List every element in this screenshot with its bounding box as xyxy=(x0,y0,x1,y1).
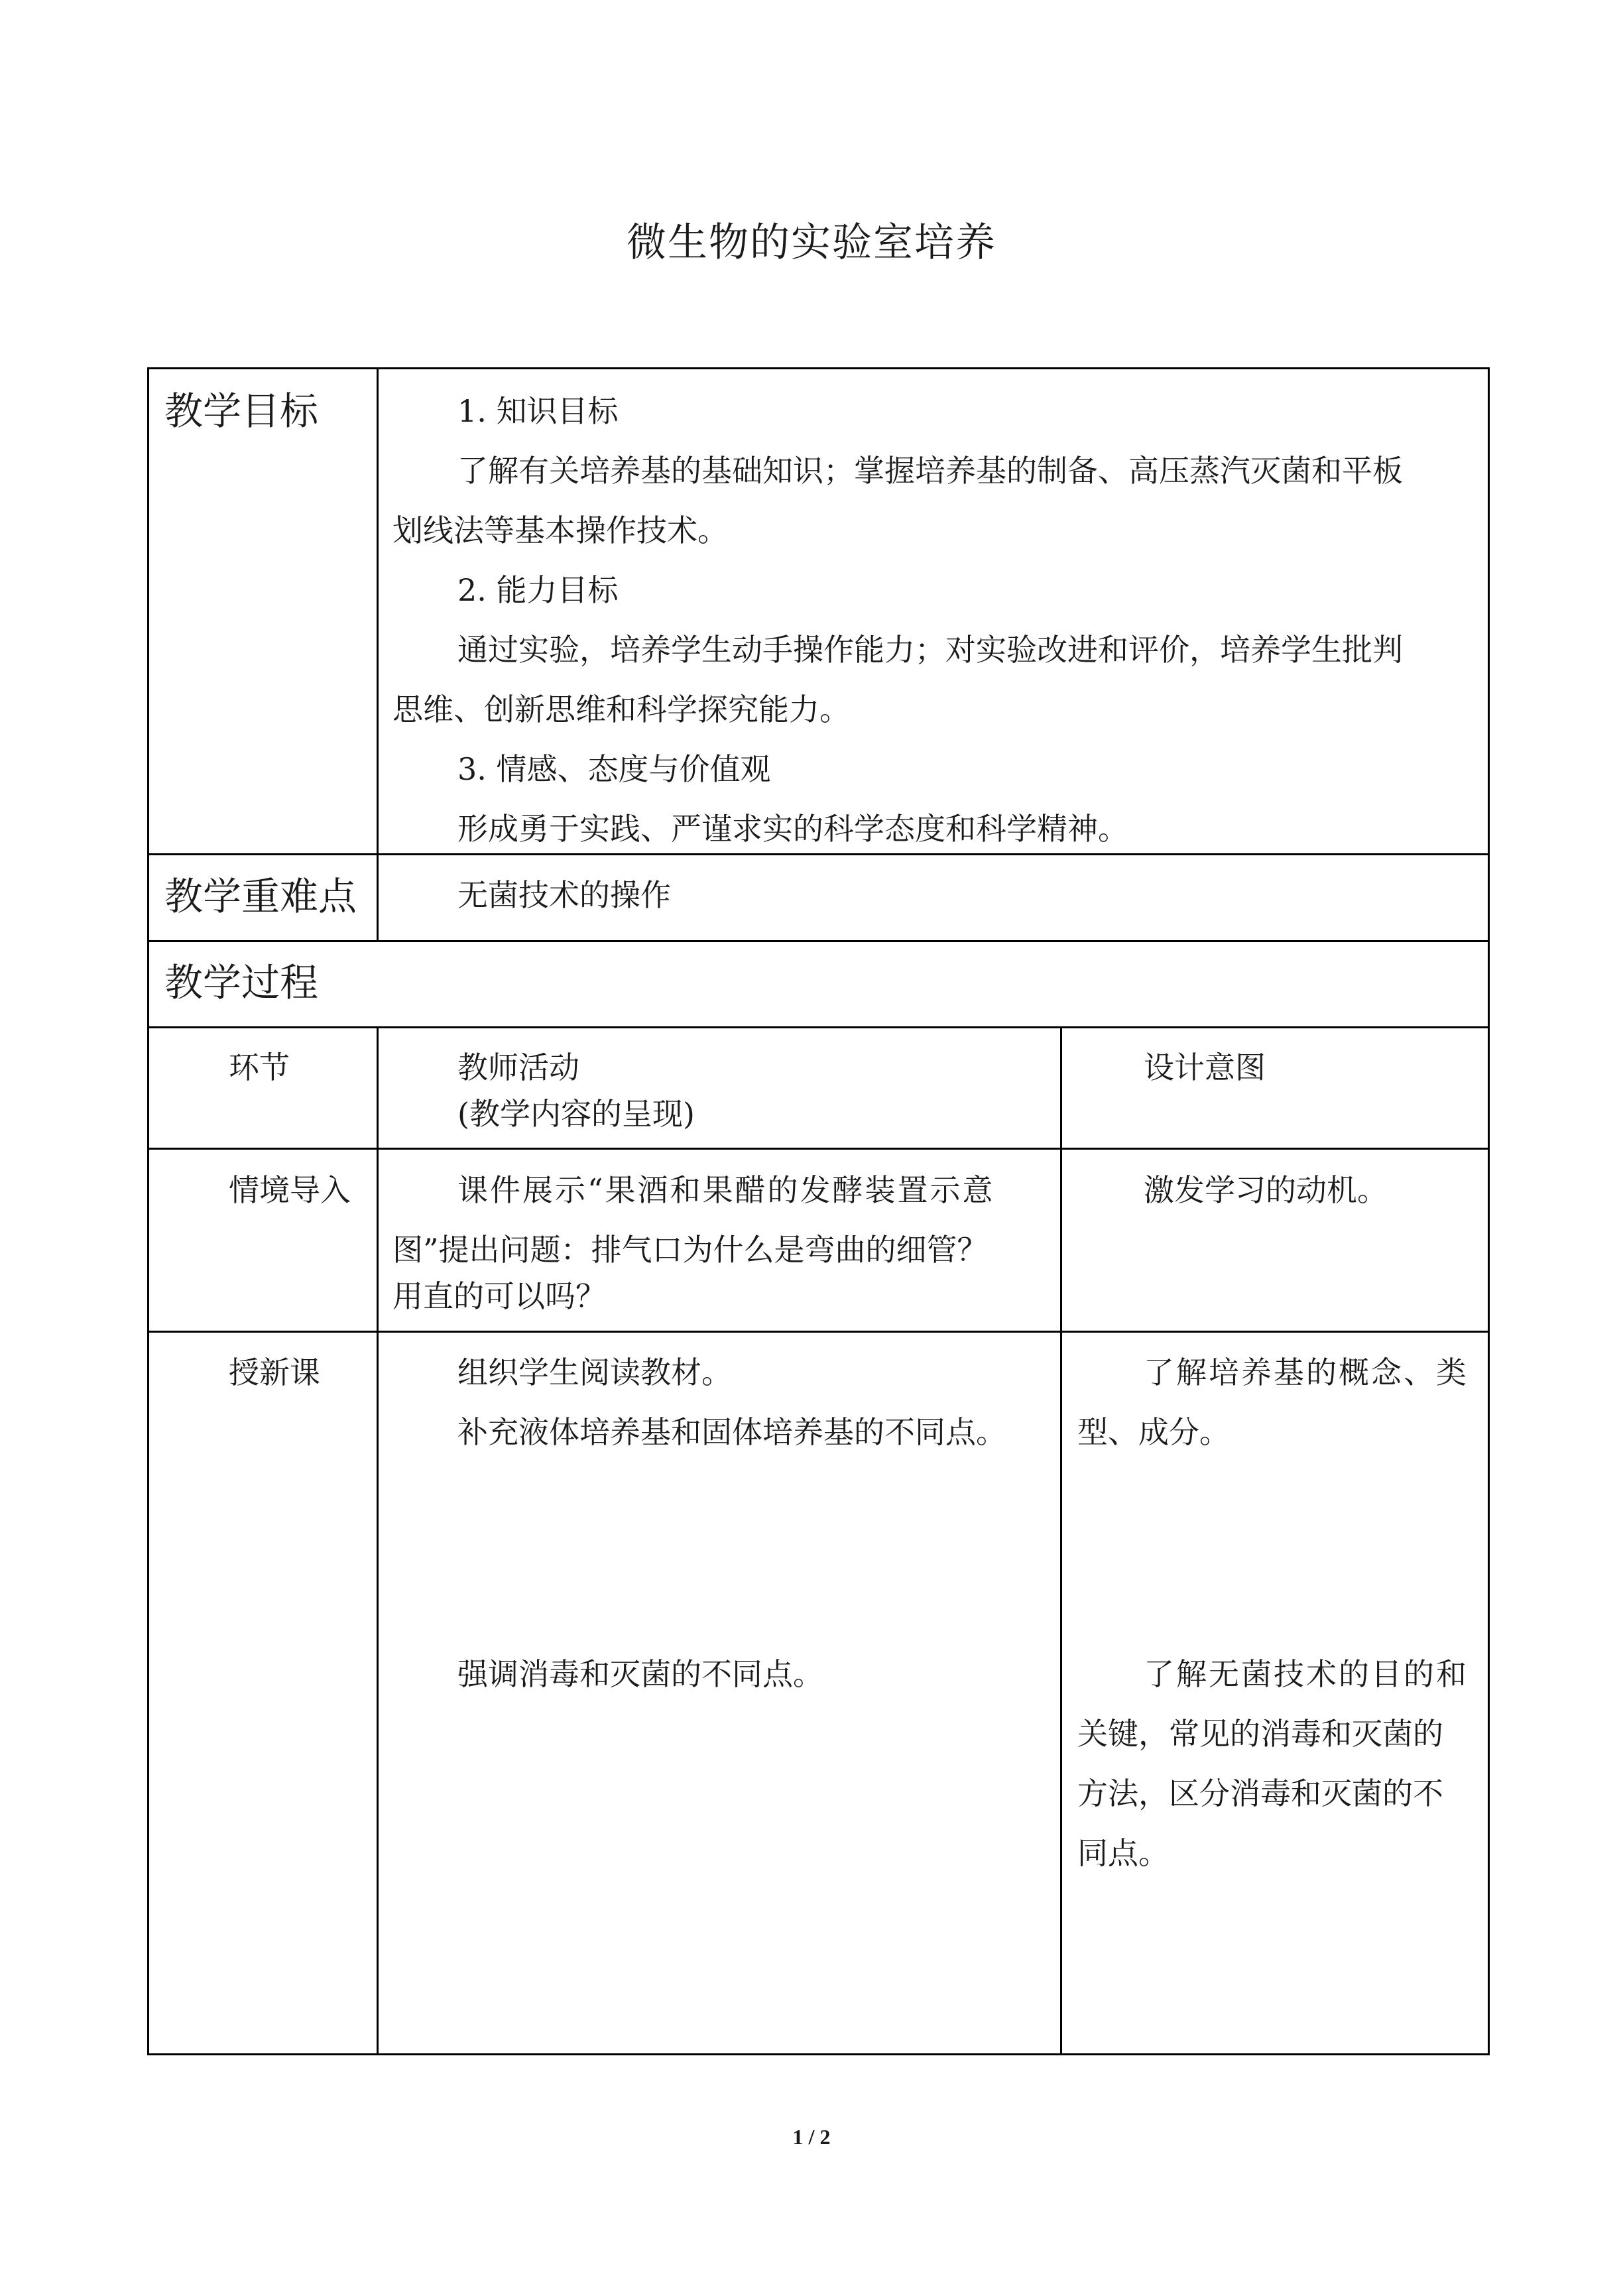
goal-line: 通过实验，培养学生动手操作能力；对实验改进和评价，培养学生批判 xyxy=(457,632,1403,668)
row-divider xyxy=(147,1331,1490,1333)
design-intent: 关键，常见的消毒和灭菌的 xyxy=(1077,1716,1443,1752)
teacher-activity: 课件展示“果酒和果醋的发酵装置示意 xyxy=(457,1172,995,1208)
col-divider-1 xyxy=(377,1026,379,2055)
goal-line: 形成勇于实践、严谨求实的科学态度和科学精神。 xyxy=(457,811,1128,847)
teacher-activity: 组织学生阅读教材。 xyxy=(457,1355,732,1390)
page-title: 微生物的实验室培养 xyxy=(627,219,996,266)
col-divider-2 xyxy=(1060,1026,1062,2055)
header-teacher: 教师活动 xyxy=(457,1050,579,1085)
stage-intro: 情境导入 xyxy=(229,1172,351,1208)
goal-line: 了解有关培养基的基础知识；掌握培养基的制备、高压蒸汽灭菌和平板 xyxy=(457,453,1403,489)
goal-line: 1. 知识目标 xyxy=(457,393,619,429)
header-stage: 环节 xyxy=(229,1050,290,1085)
teacher-activity: 强调消毒和灭菌的不同点。 xyxy=(457,1656,823,1692)
design-intent: 了解培养基的概念、类 xyxy=(1144,1355,1469,1390)
row-divider xyxy=(147,1148,1490,1150)
design-intent: 方法，区分消毒和灭菌的不 xyxy=(1077,1776,1443,1811)
goal-line: 3. 情感、态度与价值观 xyxy=(457,751,771,787)
teacher-activity: 用直的可以吗？ xyxy=(392,1278,606,1314)
goal-line: 划线法等基本操作技术。 xyxy=(392,513,728,548)
design-intent: 同点。 xyxy=(1077,1835,1169,1871)
key-points-label: 教学重难点 xyxy=(164,874,357,919)
stage-new-lesson: 授新课 xyxy=(229,1355,320,1390)
row-divider xyxy=(147,1026,1490,1028)
key-points-value: 无菌技术的操作 xyxy=(457,877,671,913)
process-label: 教学过程 xyxy=(164,960,319,1005)
goals-label: 教学目标 xyxy=(164,389,319,434)
col-divider-1 xyxy=(377,367,379,942)
goal-line: 2. 能力目标 xyxy=(457,572,619,608)
design-intent: 激发学习的动机。 xyxy=(1144,1172,1388,1208)
header-teacher-sub: (教学内容的呈现) xyxy=(457,1096,695,1132)
page-number: 1 / 2 xyxy=(792,2125,831,2149)
table-border-bottom xyxy=(147,2053,1490,2055)
header-intent: 设计意图 xyxy=(1144,1050,1266,1085)
table-border-right xyxy=(1488,367,1490,2055)
row-divider xyxy=(147,940,1490,942)
goal-line: 思维、创新思维和科学探究能力。 xyxy=(392,692,850,727)
teacher-activity: 补充液体培养基和固体培养基的不同点。 xyxy=(457,1414,1006,1450)
design-intent: 了解无菌技术的目的和 xyxy=(1144,1656,1469,1692)
table-border-left xyxy=(147,367,149,2055)
design-intent: 型、成分。 xyxy=(1077,1414,1230,1450)
table-border-top xyxy=(147,367,1490,369)
teacher-activity: 图”提出问题：排气口为什么是弯曲的细管？ xyxy=(392,1232,988,1268)
